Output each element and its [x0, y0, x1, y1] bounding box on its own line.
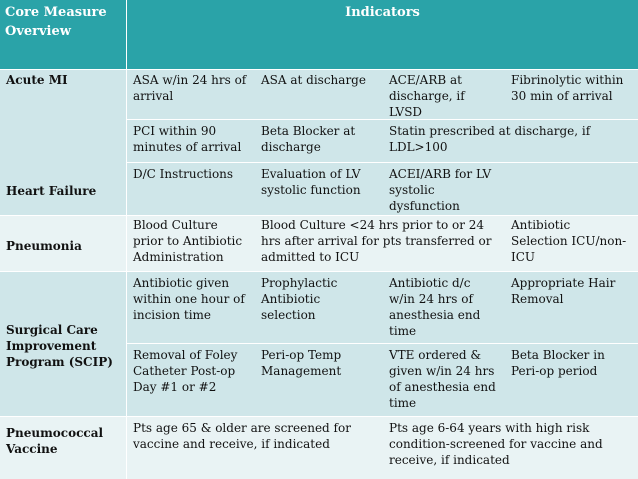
cell-line: Antibiotic d/c [389, 276, 471, 290]
cell-line: VTE ordered & [389, 348, 482, 362]
cell-asa-arrival [133, 72, 246, 104]
cell-line: Management [261, 364, 342, 378]
cell-fibrinolytic [511, 72, 623, 104]
cell-line: Day #1 or #2 [133, 380, 217, 394]
cell-line: Removal [511, 292, 564, 306]
cell-line: selection [261, 308, 316, 322]
cell-line: discharge [261, 140, 321, 154]
cell-line: ASA w/in 24 hrs of [133, 73, 247, 87]
cell-line: 30 min of arrival [511, 89, 613, 103]
cell-line: discharge, if [389, 89, 465, 103]
cell-line: hrs after arrival for pts transferred or [261, 234, 492, 248]
row-divider [127, 343, 638, 344]
cell-antibiotic-dc [389, 275, 480, 339]
cell-line: D/C Instructions [133, 167, 234, 181]
pneumococcal-label-line: Vaccine [6, 442, 58, 456]
cell-line: incision time [133, 308, 212, 322]
cell-foley-removal [133, 347, 237, 395]
cell-dc-instructions [133, 166, 233, 182]
row-label-pneumococcal [6, 425, 103, 457]
row-divider [0, 416, 638, 417]
cell-line: w/in 24 hrs of [389, 292, 473, 306]
cell-antibiotic-selection [511, 217, 626, 265]
cell-line: ASA at discharge [261, 73, 366, 87]
cell-hair-removal [511, 275, 615, 307]
cell-line: Pts age 6-64 years with high risk [389, 421, 590, 435]
cell-line: prior to Antibiotic [133, 234, 243, 248]
row-divider [0, 69, 638, 70]
cell-asa-discharge [261, 72, 366, 88]
cell-age-65 [133, 420, 351, 452]
cell-antibiotic-given [133, 275, 245, 323]
cell-line: Catheter Post-op [133, 364, 236, 378]
cell-line: Antibiotic [511, 218, 571, 232]
cell-line: ICU [511, 250, 536, 264]
cell-lv-evaluation [261, 166, 361, 198]
cell-line: Peri-op period [511, 364, 598, 378]
header-left-line1: Core Measure [5, 5, 107, 20]
cell-line: condition-screened for vaccine and [389, 437, 603, 451]
cell-line: receive, if indicated [389, 453, 510, 467]
header-core-measure-overview [0, 0, 126, 69]
cell-line: Evaluation of LV [261, 167, 361, 181]
scip-label-line: Improvement [6, 339, 97, 353]
cell-line: anesthesia end [389, 308, 481, 322]
cell-line: Pts age 65 & older are screened for [133, 421, 351, 435]
cell-line: dysfunction [389, 199, 460, 213]
cell-beta-blocker [261, 123, 355, 155]
cell-line: within one hour of [133, 292, 245, 306]
cell-line: PCI within 90 [133, 124, 217, 138]
cell-prophylactic-antibiotic [261, 275, 337, 323]
cell-line: time [389, 396, 417, 410]
row-label-acute-mi: Acute MI [6, 73, 68, 87]
cell-line: given w/in 24 hrs [389, 364, 495, 378]
cell-line: Antibiotic [261, 292, 321, 306]
cell-beta-blocker-periop [511, 347, 605, 379]
row-divider [127, 119, 638, 120]
cell-line: Fibrinolytic within [511, 73, 624, 87]
cell-ace-arb [389, 72, 465, 120]
cell-line: systolic function [261, 183, 361, 197]
scip-label-line: Surgical Care [6, 323, 98, 337]
row-divider [0, 271, 638, 272]
cell-line: Beta Blocker in [511, 348, 605, 362]
cell-line: Peri-op Temp [261, 348, 342, 362]
cell-line: Removal of Foley [133, 348, 238, 362]
cell-line: Selection ICU/non- [511, 234, 627, 248]
cell-line: Beta Blocker at [261, 124, 356, 138]
cell-blood-culture-24hrs [261, 217, 491, 265]
cell-age-6-64 [389, 420, 603, 468]
row-label-pneumonia: Pneumonia [6, 239, 82, 253]
cell-statin [389, 123, 590, 155]
row-divider [127, 162, 638, 163]
cell-line: ACE/ARB at [389, 73, 462, 87]
cell-line: Blood Culture <24 hrs prior to or 24 [261, 218, 485, 232]
row-label-scip [6, 322, 113, 370]
cell-line: systolic [389, 183, 435, 197]
header-indicators: Indicators [127, 0, 638, 69]
column-divider [126, 0, 127, 479]
cell-pci [133, 123, 241, 155]
pneumococcal-label-line: Pneumococcal [6, 426, 104, 440]
cell-line: Administration [133, 250, 224, 264]
cell-vte [389, 347, 496, 411]
cell-line: LVSD [389, 105, 423, 119]
cell-blood-culture-prior [133, 217, 242, 265]
cell-line: time [389, 324, 417, 338]
cell-line: LDL>100 [389, 140, 448, 154]
scip-label-line: Program (SCIP) [6, 355, 113, 369]
cell-line: Appropriate Hair [511, 276, 616, 290]
header-left-line2: Overview [5, 24, 71, 39]
cell-line: of anesthesia end [389, 380, 496, 394]
cell-acei-arb [389, 166, 491, 214]
cell-line: Antibiotic given [133, 276, 230, 290]
cell-line: Statin prescribed at discharge, if [389, 124, 591, 138]
cell-line: admitted to ICU [261, 250, 360, 264]
cell-periop-temp [261, 347, 341, 379]
cell-line: Blood Culture [133, 218, 218, 232]
cell-line: arrival [133, 89, 174, 103]
row-divider [0, 215, 638, 216]
cell-line: Prophylactic [261, 276, 338, 290]
row-label-heart-failure: Heart Failure [6, 184, 97, 198]
cell-line: ACEI/ARB for LV [389, 167, 492, 181]
cell-line: minutes of arrival [133, 140, 242, 154]
cell-line: vaccine and receive, if indicated [133, 437, 330, 451]
